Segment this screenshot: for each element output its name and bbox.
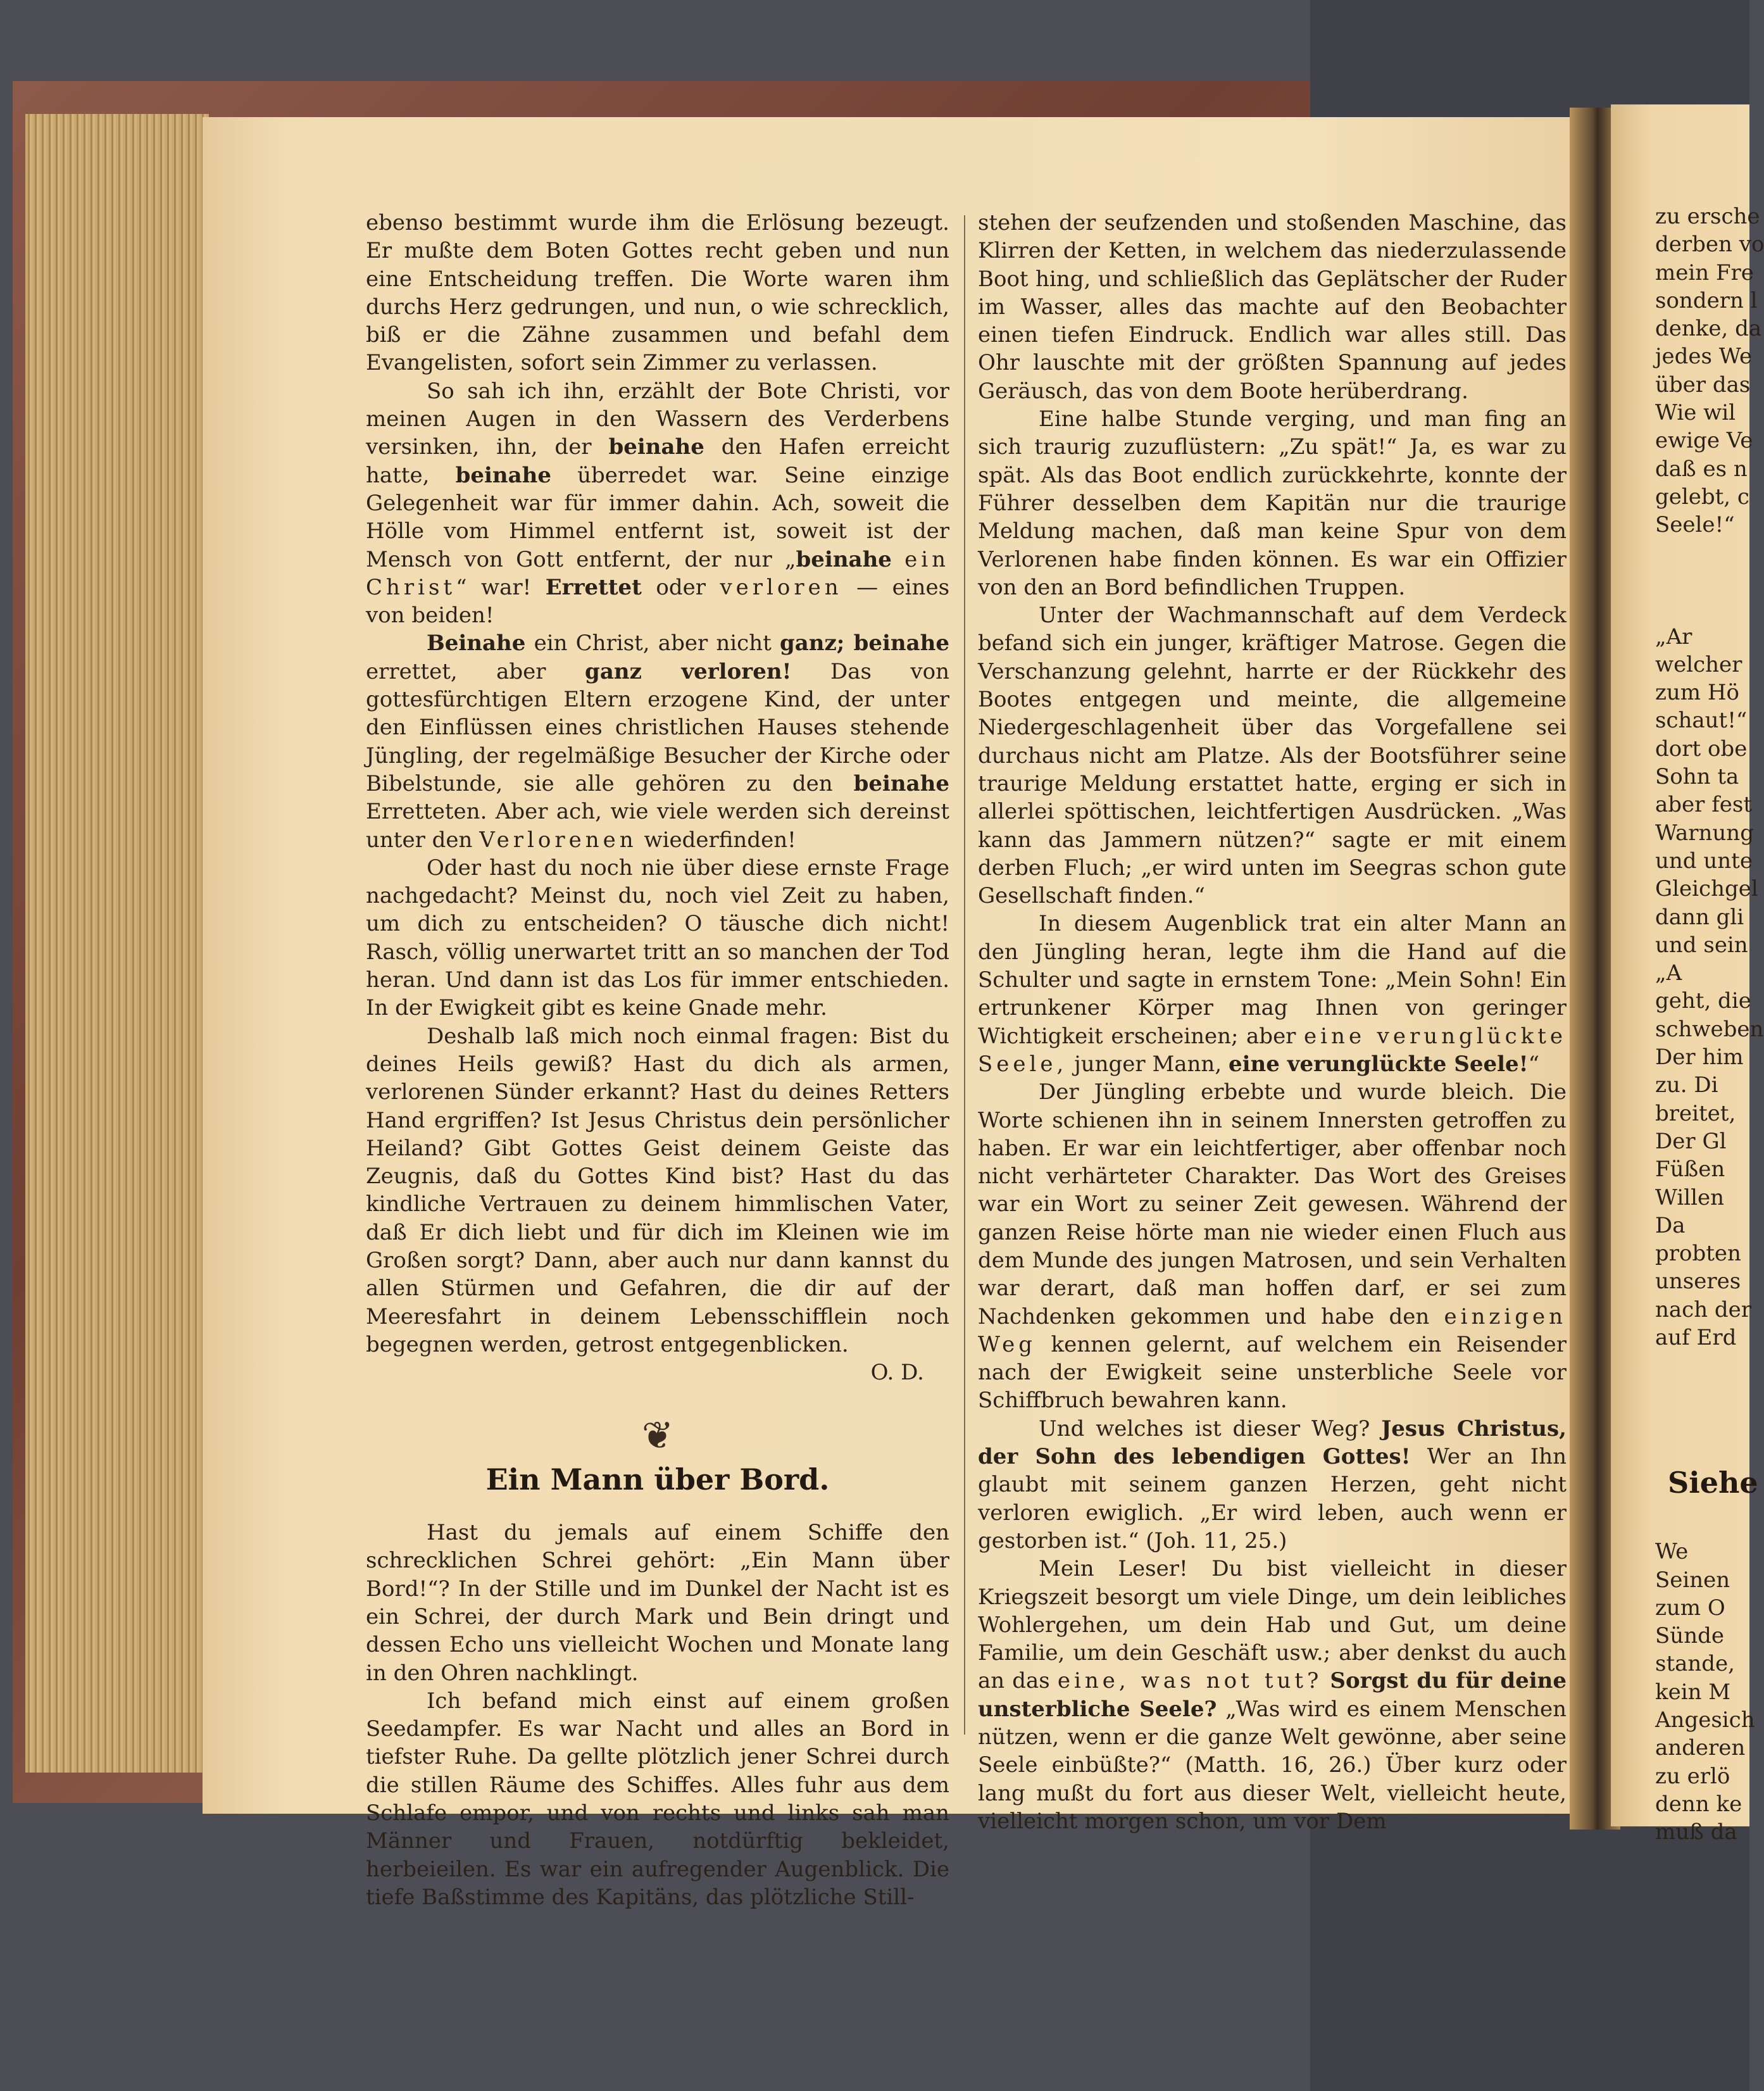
paragraph: Hast du jemals auf einem Schiffe den schrecklichen Schrei gehört: „Ein Mann über Bord!“? In der Stille und im Dunkel der Nacht ist es ein Schrei, der durch Mark und Bein dringt und dessen Echo uns vielleicht Wochen und Monate lang in den Ohren nachklingt. [366, 1520, 949, 1686]
page-edges [25, 114, 209, 1773]
facing-page-line: und sein [1655, 932, 1748, 958]
author-signature: O. D. [870, 1360, 924, 1386]
facing-page-line: zum O [1655, 1595, 1725, 1621]
facing-page-line: We [1655, 1539, 1689, 1565]
facing-page-line: Warnung [1655, 820, 1754, 846]
paragraph: Der Jüngling erbebte und wurde bleich. Die Worte schienen ihn in seinem Innersten getroffen zu haben. Er war ein leichtfertiger, aber offenbar noch nicht verhärteter Charakter. Das Wort des Greises war ein Wort zu seiner Zeit gewesen. Während der ganzen Reise hörte man nie wieder einen Fluch aus dem Munde des jungen Matrosen, und sein Verhalten war derart, daß man hoffen darf, er sei zum Nachdenken gekommen und habe den einzigen Weg kennen gelernt, auf welchem ein Reisender nach der Ewigkeit seine unsterbliche Seele vor Schiffbruch bewahren kann. [978, 1079, 1567, 1414]
facing-page-line: stande, [1655, 1651, 1735, 1677]
facing-page-line: Seinen [1655, 1567, 1730, 1593]
facing-page-block-2 [1611, 623, 1764, 1352]
paragraph: So sah ich ihn, erzählt der Bote Christi, vor meinen Augen in den Wassern des Verderbens versinken, ihn, der beinahe den Hafen erreicht hatte, beinahe überredet war. Seine einzige Gelegenheit war für immer dahin. Ach, soweit die Hölle vom Himmel entfernt ist, soweit ist der Mensch von Gott entfernt, der nur „beinahe ein Christ“ war! Errettet oder verloren — eines von beiden! [366, 378, 950, 629]
facing-page-line: auf Erd [1655, 1324, 1737, 1350]
facing-page-line: Seele!“ [1655, 512, 1735, 538]
facing-page-line: muß da [1655, 1819, 1737, 1845]
paragraph: Mein Leser! Du bist vielleicht in dieser Kriegszeit besorgt um viele Dinge, um dein leibliches Wohlergehen, um dein Hab und Gut, um deine Familie, um dein Geschäft usw.; aber denkst du auch an das eine, was not tut? Sorgst du für deine unsterbliche Seele? „Was wird es einem Menschen nützen, wenn er die ganze Welt gewönne, aber seine Seele einbüßte?“ (Matth. 16, 26.) Über kurz oder lang mußt du fort aus dieser Welt, vielleicht heute, vielleicht morgen schon, um vor Dem [978, 1556, 1567, 1834]
facing-page-line: Willen [1655, 1184, 1724, 1210]
right-column [978, 209, 1567, 1835]
facing-page-line: gelebt, c [1655, 484, 1749, 510]
facing-page-line: kein M [1655, 1679, 1731, 1705]
column-divider [964, 215, 965, 1735]
paragraph: Beinahe ein Christ, aber nicht ganz; beinahe errettet, aber ganz verloren! Das von gottesfürchtigen Eltern erzogene Kind, der unter den Einflüssen eines christlichen Hauses stehende Jüngling, der regelmäßige Besucher der Kirche oder Bibelstunde, sie alle gehören zu den beinahe Erretteten. Aber ach, wie viele werden sich dereinst unter den Verlorenen wiederfinden! [366, 631, 949, 853]
facing-page-line: und unte [1655, 848, 1753, 874]
facing-page-line: Angesich [1655, 1707, 1755, 1733]
facing-page-line: breitet, [1655, 1100, 1736, 1126]
facing-page-heading: Siehe [1668, 1466, 1758, 1500]
article-heading: Ein Mann über Bord. [485, 1462, 830, 1497]
facing-page-fragment [1611, 104, 1764, 1845]
facing-page-line: Gleichgel [1655, 876, 1758, 902]
facing-page-line: denn ke [1655, 1791, 1742, 1817]
facing-page-line: „Ar [1655, 624, 1692, 650]
paragraph: Und welches ist dieser Weg? Jesus Christus, der Sohn des lebendigen Gottes! Wer an Ihn glaubt mit seinem ganzen Herzen, geht nicht verloren ewiglich. „Er wird leben, auch wenn er gestorben ist.“ (Joh. 11, 25.) [978, 1416, 1567, 1554]
facing-page-line: anderen [1655, 1735, 1746, 1761]
facing-page-line: Der Gl [1655, 1128, 1727, 1154]
ornament-icon: ❦ [641, 1414, 674, 1459]
facing-page-line: Sohn ta [1655, 764, 1739, 790]
facing-page-line: zu ersche [1655, 204, 1760, 229]
facing-page-line: zu. Di [1655, 1072, 1718, 1098]
facing-page-line: unseres [1655, 1269, 1741, 1295]
facing-page-line: Der him [1655, 1045, 1744, 1071]
facing-page-line: ewige Ve [1655, 428, 1753, 454]
facing-page-line: schweben [1655, 1016, 1764, 1042]
signature-line [366, 1359, 949, 1386]
facing-page-block-1 [1611, 203, 1764, 539]
paragraph: ebenso bestimmt wurde ihm die Erlösung bezeugt. Er mußte dem Boten Gottes recht geben und nun eine Entscheidung treffen. Die Worte waren ihm durchs Herz gedrungen, und nun, o wie schrecklich, biß er die Zähne zusammen und befahl dem Evangelisten, sofort sein Zimmer zu verlassen. [366, 210, 949, 376]
facing-page-line: Da [1655, 1212, 1686, 1238]
paragraph: Unter der Wachmannschaft auf dem Verdeck befand sich ein junger, kräftiger Matrose. Gegen die Verschanzung gelehnt, harrte er der Rückkehr des Bootes entgegen und meinte, die allgemeine Niedergeschlagenheit über das Vorgefallene sei durchaus nicht am Platze. Als der Bootsführer seine traurige Meldung erstattet hatte, erging er sich in allerlei spöttischen, leichtfertigen Ausdrücken. „Was kann das Jammern nützen?“ sagte er mit einem derben Fluch; „er wird unten im Seegras schon gute Gesellschaft finden.“ [978, 603, 1567, 909]
facing-page-line: probten [1655, 1241, 1741, 1267]
facing-page-line: welcher [1655, 651, 1742, 677]
facing-page-line: nach der [1655, 1297, 1752, 1322]
paragraph: Deshalb laß mich noch einmal fragen: Bist du deines Heils gewiß? Hast du dich als armen, verlorenen Sünder erkannt? Hast du deines Retters Hand ergriffen? Ist Jesus Christus dein persönlicher Heiland? Gibt Gottes Geist deinem Geiste das Zeugnis, daß du Gottes Kind bist? Hast du das kindliche Vertrauen zu deinem himmlischen Vater, daß Er dich liebt und für dich im Kleinen wie im Großen sorgt? Dann, aber auch nur dann kannst du allen Stürmen und Gefahren, die dir auf der Meeresfahrt in deinem Lebensschifflein noch begegnen werden, getrost entgegenblicken. [366, 1023, 949, 1357]
facing-page-line: geht, die [1655, 988, 1751, 1014]
facing-page-line: aber fest [1655, 792, 1753, 818]
facing-page-line: über das [1655, 372, 1751, 398]
facing-page-line: derben vo [1655, 232, 1764, 258]
facing-page-line: zu erlö [1655, 1763, 1730, 1789]
facing-page-line: dann gli [1655, 904, 1744, 930]
facing-page-block-3 [1611, 1538, 1755, 1846]
facing-page-line: dort obe [1655, 736, 1748, 762]
facing-page-line: daß es n [1655, 456, 1748, 482]
paragraph: In diesem Augenblick trat ein alter Mann an den Jüngling heran, legte ihm die Hand auf die Schulter und sagte in ernstem Tone: „Mein Sohn! Ein ertrunkener Körper mag Ihnen von geringer Wichtigkeit erscheinen; aber eine verunglückte Seele, junger Mann, eine verunglückte Seele!“ [978, 911, 1567, 1077]
paragraph: stehen der seufzenden und stoßenden Maschine, das Klirren der Ketten, in welchem das niederzulassende Boot hing, und schließlich das Geplätscher der Ruder im Wasser, alles das machte auf den Beobachter einen tiefen Eindruck. Endlich war alles still. Das Ohr lauschte mit der größten Spannung auf jedes Geräusch, das von dem Boote herüberdrang. [978, 210, 1567, 404]
paragraph: Ich befand mich einst auf einem großen Seedampfer. Es war Nacht und alles an Bord in tiefster Ruhe. Da gellte plötzlich jener Schrei durch die stillen Räume des Schiffes. Alles fuhr aus dem Schlafe empor, und von rechts und links sah man Männer und Frauen, notdürftig bekleidet, herbeieilen. Es war ein aufregender Augenblick. Die tiefe Baßstimme des Kapitäns, das plötzliche Still- [366, 1688, 949, 1910]
facing-page-line: sondern l [1655, 287, 1758, 313]
facing-page-line: schaut!“ [1655, 708, 1748, 734]
facing-page-line: „A [1655, 960, 1682, 986]
paragraph: Eine halbe Stunde verging, und man fing an sich traurig zuzuflüstern: „Zu spät!“ Ja, es war zu spät. Als das Boot endlich zurückkehrte, konnte der Führer desselben dem Kapitän nur die traurige Meldung machen, daß man keine Spur von dem Verlorenen habe finden können. Es war ein Offizier von den an Bord befindlichen Truppen. [978, 406, 1567, 600]
facing-page-line: denke, da [1655, 316, 1762, 342]
paragraph: Oder hast du noch nie über diese ernste Frage nachgedacht? Meinst du, noch viel Zeit zu haben, um dich zu entscheiden? O täusche dich nicht! Rasch, völlig unerwartet tritt an so manchen der Tod heran. Und dann ist das Los für immer entschieden. In der Ewigkeit gibt es keine Gnade mehr. [366, 855, 949, 1021]
facing-page-line: Füßen [1655, 1157, 1725, 1183]
facing-page-line: zum Hö [1655, 680, 1739, 706]
facing-page-line: Wie wil [1655, 400, 1736, 426]
facing-page-line: Sünde [1655, 1623, 1724, 1649]
left-column [366, 209, 949, 1911]
facing-page-line: mein Fre [1655, 260, 1754, 286]
facing-page-line: jedes We [1655, 344, 1753, 370]
